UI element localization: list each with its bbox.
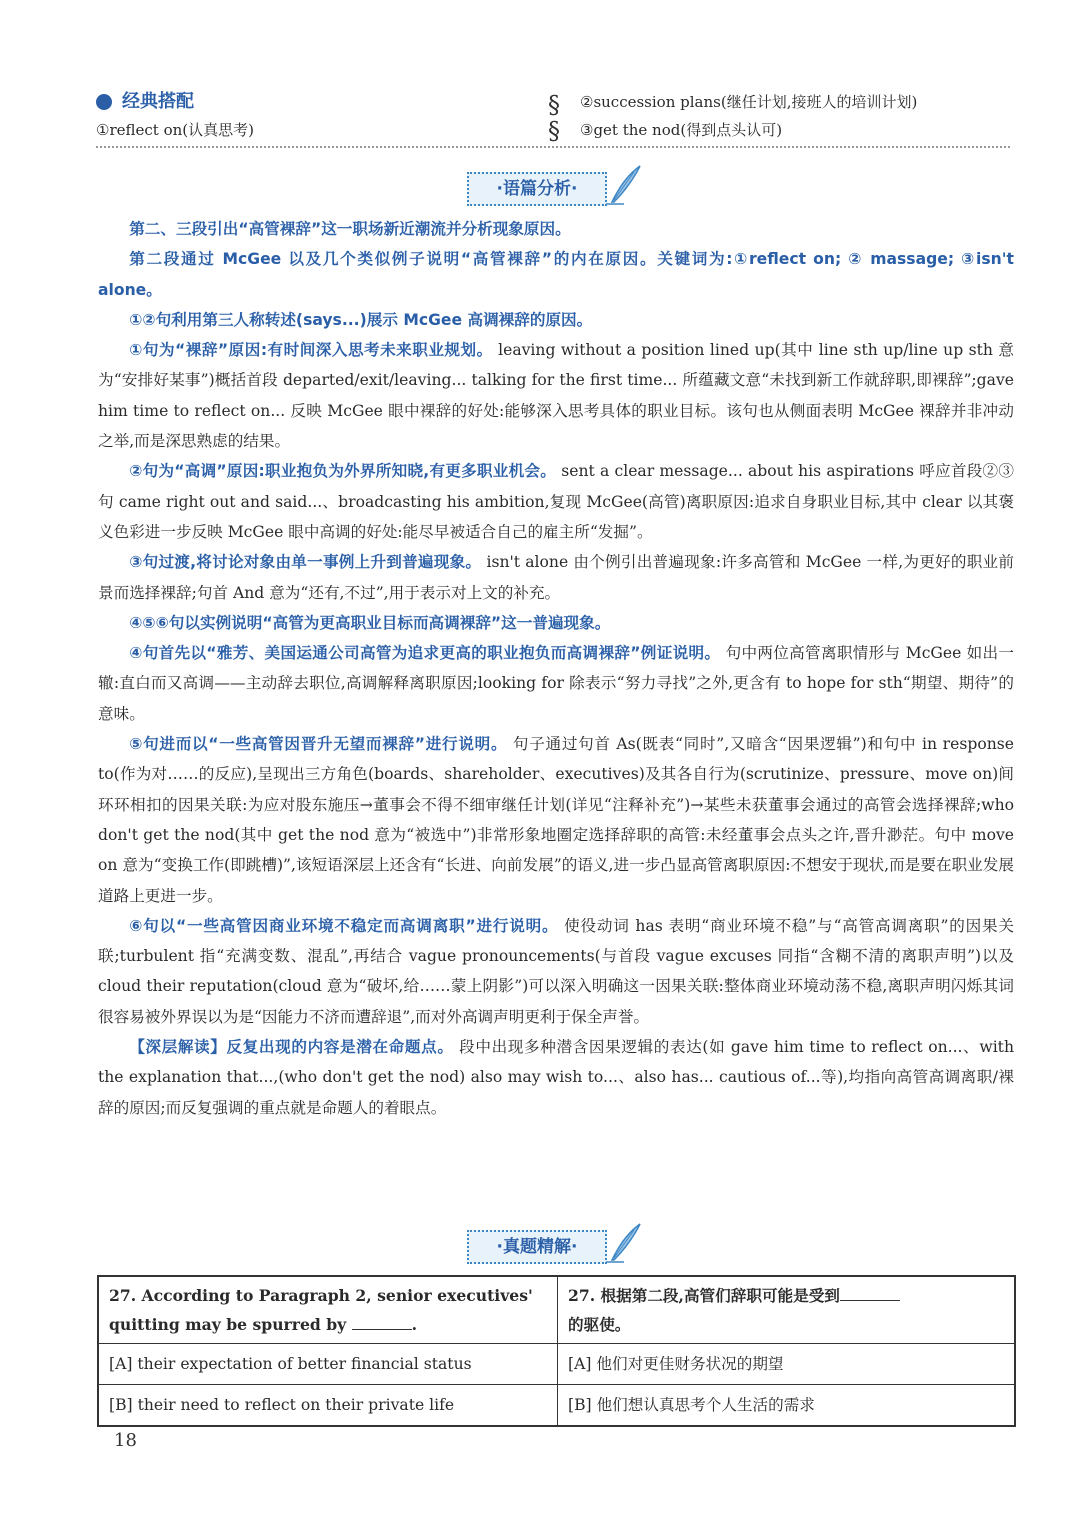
analysis-paragraph: ⑥句以“一些高管因商业环境不稳定而高调离职”进行说明。 使役动词 has 表明“商业环境不稳”与“高管高调离职”的因果关联;turbulent 指“充满变数、混乱”,再结合 vague pronouncements(与首段 vague excuses 同指“含糊不清的离职声明”)以及 cloud their reputation(cloud 意为“破坏,给……蒙上阴影”)可以深入明确这一因果关联:整体商业环境动荡不稳,离职声明闪烁其词很容易被外界误以为是“因能力不济而遭辞退”,而对外高调声明更利于保全声誉。 bbox=[98, 916, 1014, 1026]
bullet-icon bbox=[96, 94, 112, 110]
option-a-cn: [A] 他们对更佳财务状况的期望 bbox=[558, 1344, 1016, 1385]
question-table bbox=[97, 1275, 1016, 1427]
table-row bbox=[98, 1276, 1015, 1344]
option-b-en: [B] their need to reflect on their private life bbox=[98, 1385, 558, 1427]
section-sign-divider: § § bbox=[548, 91, 558, 145]
quill-pen-icon bbox=[604, 1220, 644, 1264]
analysis-paragraph: ⑤句进而以“一些高管因晋升无望而裸辞”进行说明。 句子通过句首 As(既表“同时”,又暗含“因果逻辑”)和句中 in response to(作为对……的反应),呈现出三方角色(boards、shareholder、executives)及其各自行为(scrutinize、pressure、move on)间环环相扣的因果关联:为应对股东施压→董事会不得不细审继任计划(详见“注释补充”)→某些未获董事会通过的高管会选择裸辞;who don't get the nod(其中 get the nod 意为“被选中”)非常形象地圈定选择辞职的高管:未经董事会点头之许,晋升渺茫。句中 move on 意为“变换工作(即跳槽)”,该短语深层上还含有“长进、向前发展”的语义,进一步凸显高管离职原因:不想安于现状,而是要在职业发展道路上更进一步。 bbox=[98, 735, 1014, 905]
analysis-paragraph: ③句过渡,将讨论对象由单一事例上升到普遍现象。 isn't alone 由个例引出普遍现象:许多高管和 McGee 一样,为更好的职业前景而选择裸辞;句首 And 意为“还有,不过”,用于表示对上文的补充。 bbox=[98, 553, 1014, 602]
collocation-title-text: 经典搭配 bbox=[122, 91, 194, 112]
collocation-title bbox=[96, 88, 536, 116]
collocation-left bbox=[96, 88, 536, 144]
answer-blank bbox=[840, 1284, 900, 1301]
collocation-right bbox=[580, 88, 1010, 144]
page-number: 18 bbox=[114, 1430, 137, 1451]
question-en: 27. According to Paragraph 2, senior executives' quitting may be spurred by . bbox=[98, 1276, 558, 1344]
analysis-paragraph: ①②句利用第三人称转述(says...)展示 McGee 高调裸辞的原因。 bbox=[129, 310, 593, 329]
analysis-paragraph: 第二段通过 McGee 以及几个类似例子说明“高管裸辞”的内在原因。关键词为:①reflect on; ② massage; ③isn't alone。 bbox=[98, 250, 1014, 299]
analysis-paragraph: 第二、三段引出“高管裸辞”这一职场新近潮流并分析现象原因。 bbox=[129, 220, 571, 238]
collocation-item-1: ①reflect on(认真思考) bbox=[96, 121, 254, 139]
deep-reading-tag: 【深层解读】 bbox=[129, 1038, 227, 1057]
analysis-paragraph: ④⑤⑥句以实例说明“高管为更高职业目标而高调裸辞”这一普遍现象。 bbox=[129, 613, 611, 632]
collocation-item-3: ③get the nod(得到点头认可) bbox=[580, 121, 783, 139]
table-row bbox=[98, 1385, 1015, 1427]
quill-pen-icon bbox=[604, 162, 644, 206]
analysis-body bbox=[98, 214, 1014, 1123]
collocation-item-2: ②succession plans(继任计划,接班人的培训计划) bbox=[580, 93, 918, 111]
answer-blank bbox=[352, 1313, 412, 1330]
collocation-box bbox=[96, 88, 1010, 148]
analysis-paragraph: ①句为“裸辞”原因:有时间深入思考未来职业规划。 leaving without a position lined up(其中 line sth up/line up sth 意为“安排好某事”)概括首段 departed/exit/leaving... talking for the first time... 所蕴藏文意“未找到新工作就辞职,即裸辞”;gave him time to reflect on... 反映 McGee 眼中裸辞的好处:能够深入思考具体的职业目标。该句也从侧面表明 McGee 裸辞并非冲动之举,而是深思熟虑的结果。 bbox=[98, 341, 1014, 451]
analysis-paragraph: ②句为“高调”原因:职业抱负为外界所知晓,有更多职业机会。 sent a clear message... about his aspirations 呼应首段②③句 came right out and said...、broadcasting his ambition,复现 McGee(高管)离职原因:追求自身职业目标,其中 clear 以其褒义色彩进一步反映 McGee 眼中高调的好处:能尽早被适合自己的雇主所“发掘”。 bbox=[98, 462, 1014, 541]
analysis-paragraph: ④句首先以“雅芳、美国运通公司高管为追求更高的职业抱负而高调裸辞”例证说明。 句中两位高管离职情形与 McGee 如出一辙:直白而又高调——主动辞去职位,高调解释离职原因;looking for 除表示“努力寻找”之外,更含有 to hope for sth“期望、期待”的意味。 bbox=[98, 644, 1014, 723]
option-a-en: [A] their expectation of better financial status bbox=[98, 1344, 558, 1385]
questions-section-header bbox=[0, 1228, 1080, 1264]
question-cn: 27. 根据第二段,高管们辞职可能是受到 的驱使。 bbox=[558, 1276, 1016, 1344]
deep-reading-paragraph: 【深层解读】反复出现的内容是潜在命题点。 段中出现多种潜含因果逻辑的表达(如 gave him time to reflect on...、with the explanation that...,(who don't get the nod) also may wish to...、also has... cautious of...等),均指向高管高调离职/裸辞的原因;而反复强调的重点就是命题人的着眼点。 bbox=[98, 1038, 1014, 1117]
analysis-header-label: ·语篇分析· bbox=[467, 172, 607, 206]
option-b-cn: [B] 他们想认真思考个人生活的需求 bbox=[558, 1385, 1016, 1427]
questions-header-label: ·真题精解· bbox=[467, 1230, 607, 1264]
table-row bbox=[98, 1344, 1015, 1385]
analysis-section-header bbox=[0, 170, 1080, 206]
